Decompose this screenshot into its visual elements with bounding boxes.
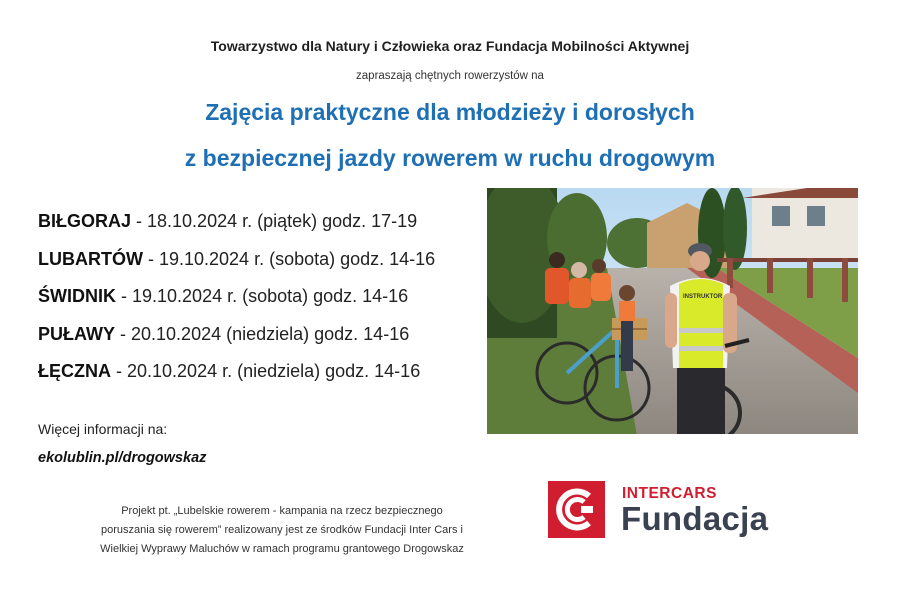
headline-line-1: Zajęcia praktyczne dla młodzieży i dorosłych [205,99,695,125]
schedule-details: - 18.10.2024 r. (piątek) godz. 17-19 [131,211,418,231]
organizers-line: Towarzystwo dla Natury i Człowieka oraz Fundacja Mobilności Aktywnej [210,38,690,54]
schedule-details: - 19.10.2024 r. (sobota) godz. 14-16 [142,248,436,269]
project-note-line: poruszania się rowerem” realizowany jest ze środków Fundacji Inter Cars i [101,524,463,536]
invite-line: zapraszają chętnych rowerzystów na [356,70,544,82]
schedule-row [38,249,488,287]
schedule-details: - 20.10.2024 (niedziela) godz. 14-16 [115,323,410,344]
cyclists-photo [487,188,858,434]
logo-main-text: Fundacja [621,500,769,537]
intercars-logo-icon [548,481,605,538]
project-note [62,502,502,559]
schedule-list [38,211,488,399]
schedule-row [38,211,488,249]
schedule-details: - 19.10.2024 r. (sobota) godz. 14-16 [116,286,409,306]
logo-top-text: INTERCARS [622,485,717,502]
project-note-line: Wielkiej Wyprawy Maluchów w ramach programu grantowego Drogowskaz [100,543,464,555]
schedule-row [38,286,488,324]
schedule-row [38,361,488,399]
schedule-city: LUBARTÓW [38,248,143,269]
schedule-city: BIŁGORAJ [38,211,132,231]
schedule-city: ŚWIDNIK [38,286,116,306]
schedule-city: ŁĘCZNA [38,361,111,381]
more-info-link[interactable]: ekolublin.pl/drogowskaz [38,450,207,466]
schedule-details: - 20.10.2024 r. (niedziela) godz. 14-16 [111,361,421,381]
more-info-label: Więcej informacji na: [38,421,168,437]
schedule-row [38,324,488,362]
project-note-line: Projekt pt. „Lubelskie rowerem - kampania na rzecz bezpiecznego [121,505,443,517]
headline-line-2: z bezpiecznej jazdy rowerem w ruchu drogowym [184,145,716,171]
vest-text: INSTRUKTOR [683,294,723,300]
schedule-city: PUŁAWY [38,323,116,344]
